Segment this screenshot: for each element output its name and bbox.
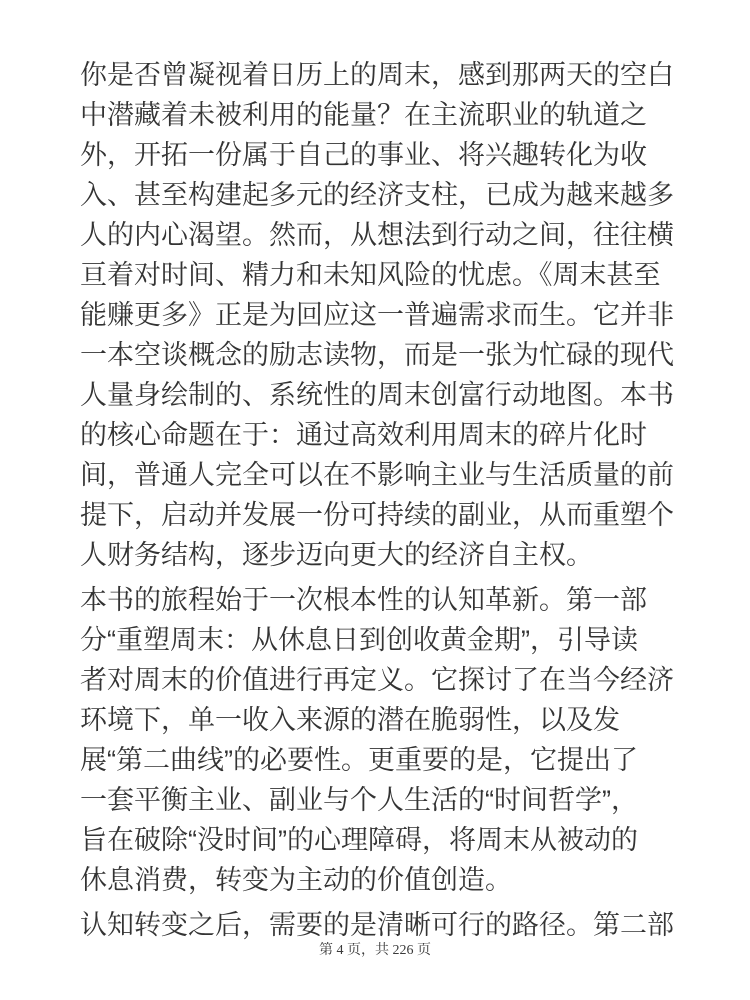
text-line: 的核心命题在于：通过高效利用周末的碎片化时 — [80, 420, 647, 450]
text-line: 中潜藏着未被利用的能量？在主流职业的轨道之 — [80, 100, 647, 130]
text-line: 环境下，单一收入来源的潜在脆弱性，以及发 — [80, 705, 620, 735]
text-line: 者对周末的价值进行再定义。它探讨了在当今经济 — [80, 665, 674, 695]
text-line: 间，普通人完全可以在不影响主业与生活质量的前 — [80, 460, 674, 490]
text-line: 一套平衡主业、副业与个人生活的“时间哲学”， — [80, 785, 638, 815]
page-footer — [0, 941, 750, 961]
text-line: 你是否曾凝视着日历上的周末，感到那两天的空白 — [80, 60, 674, 90]
text-line: 人财务结构，逐步迈向更大的经济自主权。 — [80, 540, 593, 570]
paragraph — [80, 55, 680, 575]
text-line: 休息消费，转变为主动的价值创造。 — [80, 865, 512, 895]
text-line: 亘着对时间、精力和未知风险的忧虑。《周末甚至 — [80, 260, 661, 290]
text-line: 提下，启动并发展一份可持续的副业，从而重塑个 — [80, 500, 674, 530]
page-number-indicator: 第 4 页，共 226 页 — [319, 943, 431, 958]
text-line: 本书的旅程始于一次根本性的认知革新。第一部 — [80, 585, 647, 615]
text-line: 旨在破除“没时间”的心理障碍，将周末从被动的 — [80, 825, 638, 855]
paragraph — [80, 905, 680, 945]
paragraph — [80, 580, 680, 900]
text-line: 展“第二曲线”的必要性。更重要的是，它提出了 — [80, 745, 638, 775]
text-line: 人的内心渴望。然而，从想法到行动之间，往往横 — [80, 220, 674, 250]
text-line: 能赚更多》正是为回应这一普遍需求而生。它并非 — [80, 300, 674, 330]
text-line: 外，开拓一份属于自己的事业、将兴趣转化为收 — [80, 140, 647, 170]
text-line: 人量身绘制的、系统性的周末创富行动地图。本书 — [80, 380, 674, 410]
text-line: 入、甚至构建起多元的经济支柱，已成为越来越多 — [80, 180, 674, 210]
text-line: 认知转变之后，需要的是清晰可行的路径。第二部 — [80, 910, 674, 940]
page-text-body — [80, 55, 680, 950]
text-line: 分“重塑周末：从休息日到创收黄金期”，引导读 — [80, 625, 638, 655]
text-line: 一本空谈概念的励志读物，而是一张为忙碌的现代 — [80, 340, 674, 370]
